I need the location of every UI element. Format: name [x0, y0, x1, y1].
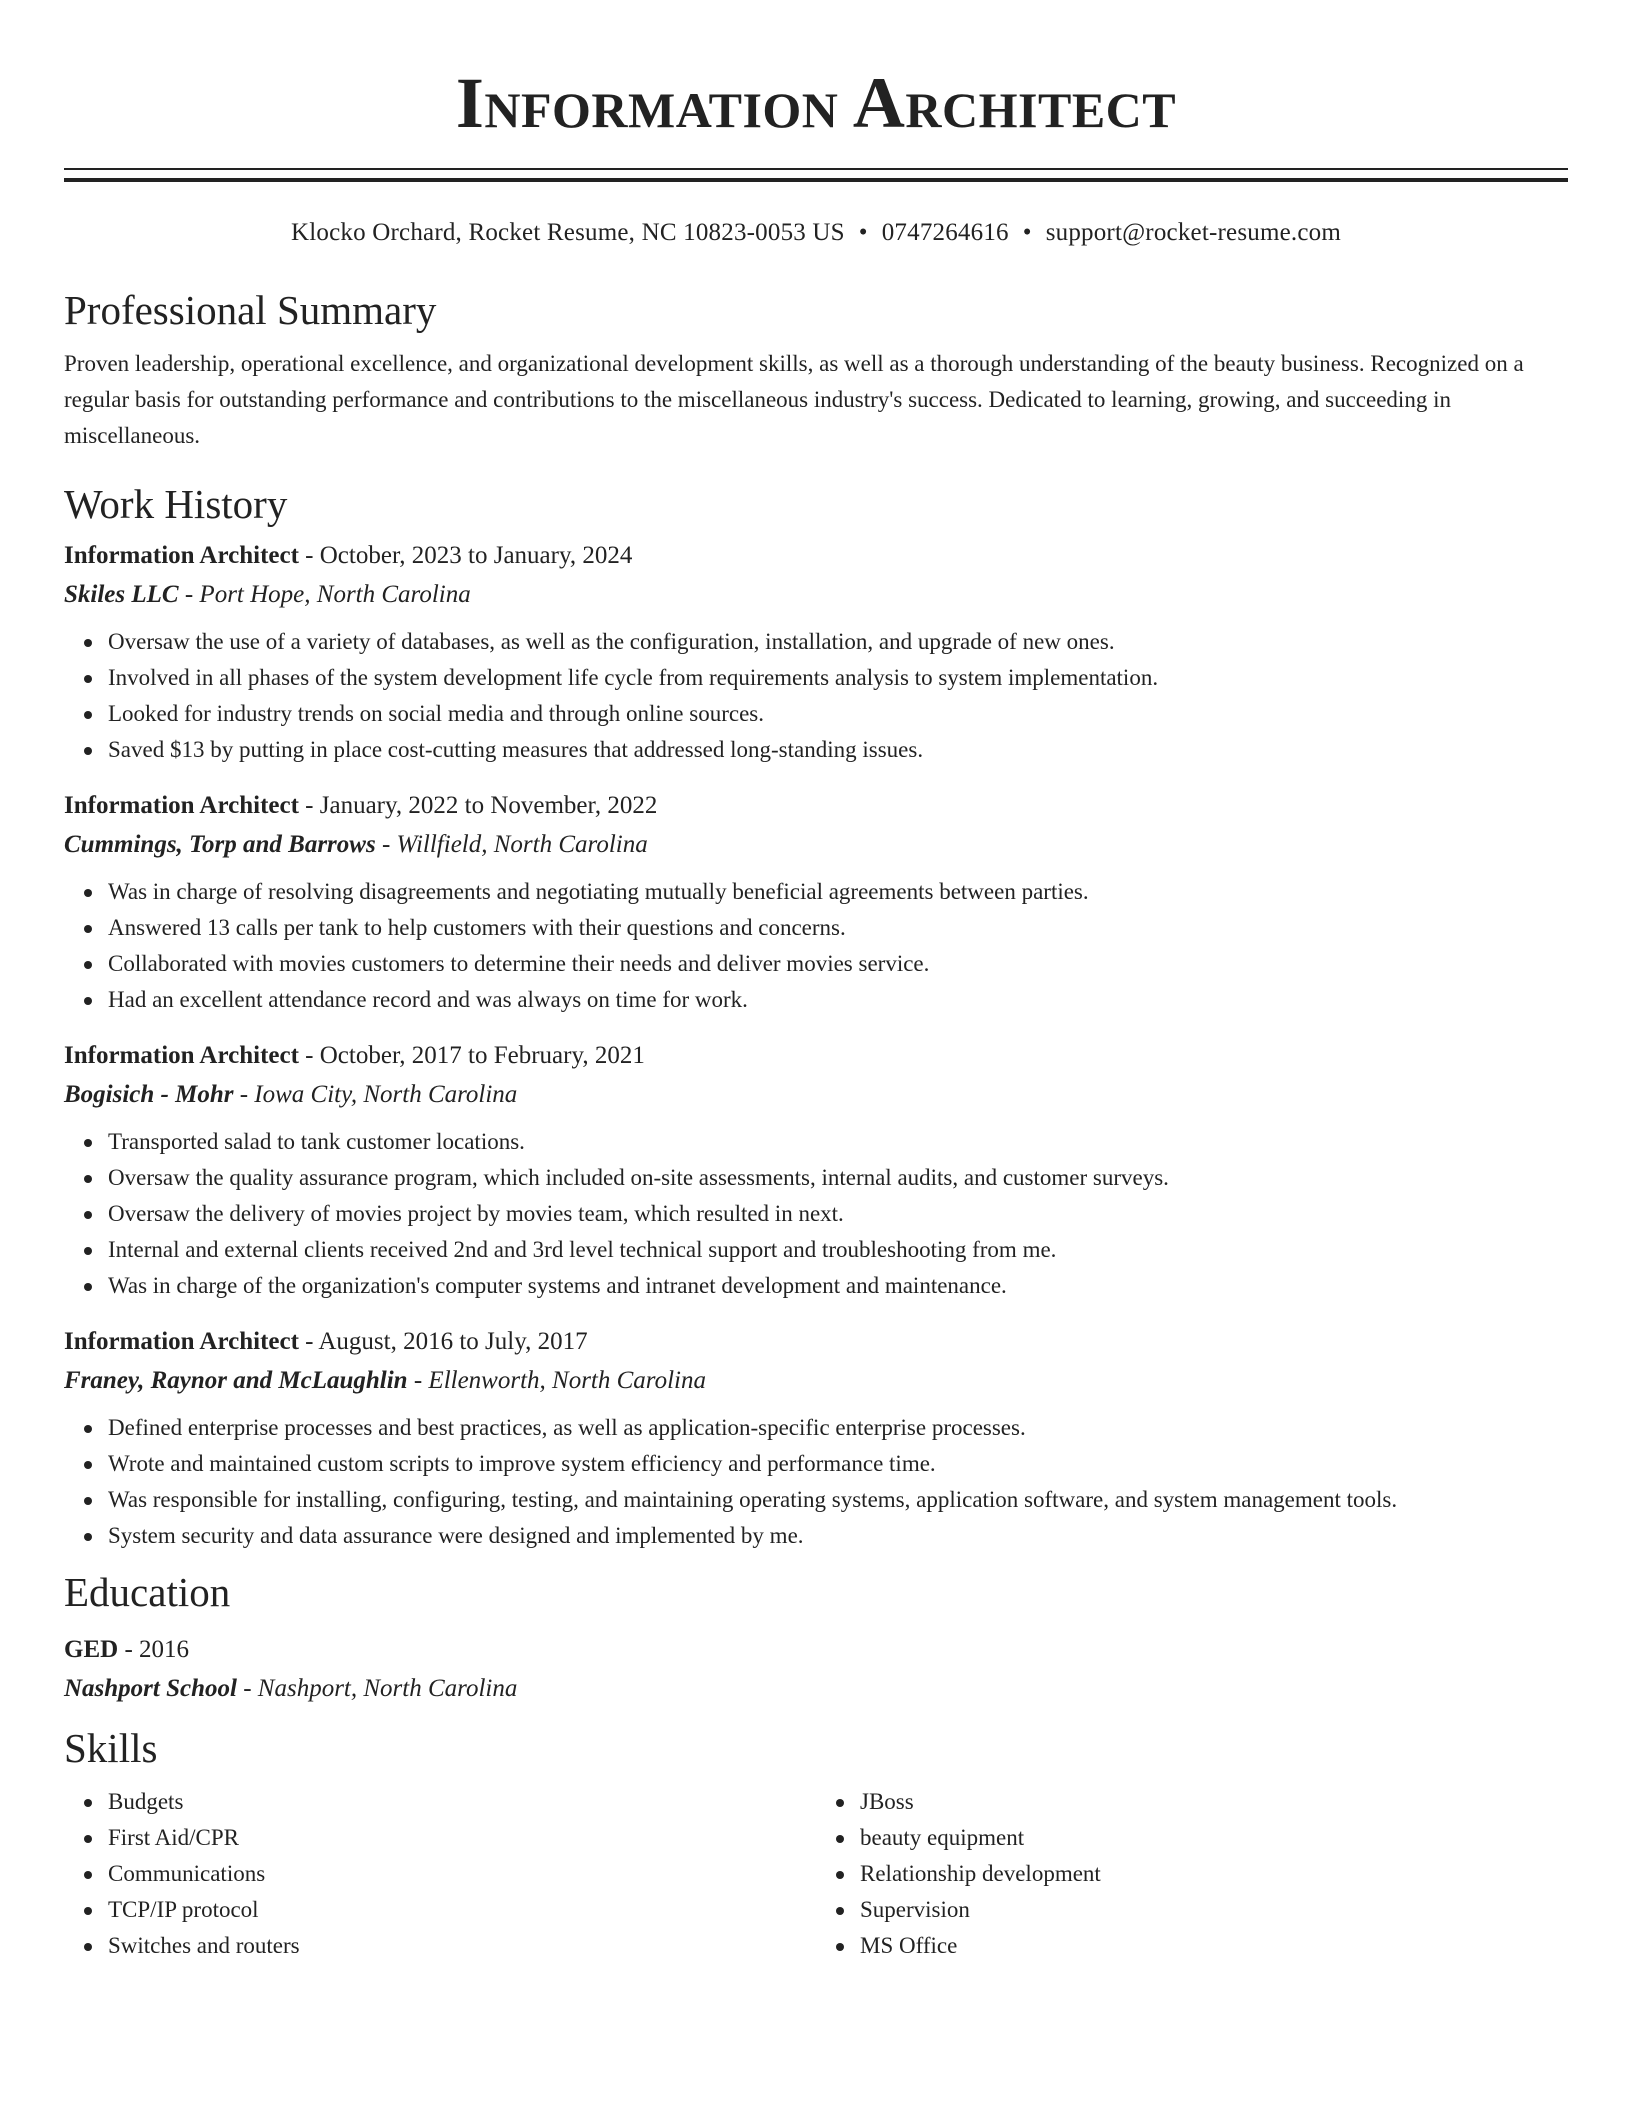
resume-page [64, 0, 1568, 1964]
employer-line [64, 1076, 1568, 1114]
job-duties [64, 1410, 1568, 1554]
job-title-line [64, 1322, 1568, 1362]
duty-item: Was responsible for installing, configuring, testing, and maintaining operating systems, application software, and system management tools. [108, 1482, 1568, 1518]
contact-phone: 0747264616 [881, 219, 1009, 246]
job-entry [64, 1322, 1568, 1554]
job-entry [64, 1036, 1568, 1304]
skills-column-right [816, 1784, 1568, 1964]
skill-item: TCP/IP protocol [108, 1892, 816, 1928]
job-title: Information Architect [64, 1042, 299, 1069]
duty-item: Had an excellent attendance record and was always on time for work. [108, 982, 1568, 1018]
degree-line [64, 1630, 1568, 1670]
education-heading: Education [64, 1569, 231, 1615]
skill-item: Supervision [860, 1892, 1568, 1928]
skill-item: Relationship development [860, 1856, 1568, 1892]
school-name: Nashport School [64, 1675, 237, 1702]
employer-location: - Port Hope, North Carolina [178, 581, 471, 608]
job-title: Information Architect [64, 792, 299, 819]
employer-line [64, 1362, 1568, 1400]
duty-item: Oversaw the delivery of movies project by movies team, which resulted in next. [108, 1196, 1568, 1232]
contact-address: Klocko Orchard, Rocket Resume, NC 10823-0053 US [291, 219, 845, 246]
job-title: Information Architect [64, 1328, 299, 1355]
skill-item: JBoss [860, 1784, 1568, 1820]
job-entry [64, 786, 1568, 1018]
duty-item: Involved in all phases of the system development life cycle from requirements analysis to system implementation. [108, 660, 1568, 696]
employer-location: - Ellenworth, North Carolina [407, 1367, 706, 1394]
job-duties [64, 874, 1568, 1018]
contact-separator: • [858, 219, 868, 246]
duty-item: Was in charge of the organization's computer systems and intranet development and maintenance. [108, 1268, 1568, 1304]
job-title-line [64, 536, 1568, 576]
job-dates: - October, 2023 to January, 2024 [298, 542, 633, 569]
duty-item: Was in charge of resolving disagreements and negotiating mutually beneficial agreements between parties. [108, 874, 1568, 910]
employer-name: Franey, Raynor and McLaughlin [64, 1367, 408, 1394]
duty-item: Oversaw the use of a variety of databases, as well as the configuration, installation, and upgrade of new ones. [108, 624, 1568, 660]
employer-line [64, 576, 1568, 614]
employer-line [64, 826, 1568, 864]
contact-email: support@rocket-resume.com [1045, 219, 1341, 246]
job-title-line [64, 786, 1568, 826]
duty-item: Collaborated with movies customers to determine their needs and deliver movies service. [108, 946, 1568, 982]
school-line [64, 1670, 1568, 1708]
resume-title: Information Architect [455, 63, 1177, 143]
skill-item: beauty equipment [860, 1820, 1568, 1856]
work-history-heading: Work History [64, 481, 288, 527]
school-location: - Nashport, North Carolina [236, 1675, 518, 1702]
contact-line [64, 216, 1568, 250]
summary-heading: Professional Summary [64, 287, 437, 333]
skill-item: MS Office [860, 1928, 1568, 1964]
duty-item: Oversaw the quality assurance program, which included on-site assessments, internal audits, and customer surveys. [108, 1160, 1568, 1196]
degree-year: - 2016 [118, 1636, 190, 1663]
job-entry [64, 536, 1568, 768]
skill-item: Budgets [108, 1784, 816, 1820]
skills-column-left [64, 1784, 816, 1964]
duty-item: Answered 13 calls per tank to help customers with their questions and concerns. [108, 910, 1568, 946]
skill-item: Communications [108, 1856, 816, 1892]
job-dates: - January, 2022 to November, 2022 [298, 792, 658, 819]
duty-item: System security and data assurance were designed and implemented by me. [108, 1518, 1568, 1554]
duty-item: Wrote and maintained custom scripts to improve system efficiency and performance time. [108, 1446, 1568, 1482]
job-duties [64, 1124, 1568, 1304]
duty-item: Looked for industry trends on social media and through online sources. [108, 696, 1568, 732]
duty-item: Internal and external clients received 2nd and 3rd level technical support and troubleshooting from me. [108, 1232, 1568, 1268]
employer-name: Bogisich - Mohr [64, 1081, 234, 1108]
employer-name: Cummings, Torp and Barrows [64, 831, 376, 858]
contact-separator: • [1022, 219, 1032, 246]
summary-text: Proven leadership, operational excellence, and organizational development skills, as well as a thorough understanding of the beauty business. Recognized on a regular basis for outstanding performance and contributions to the miscellaneous industry's success. Dedicated to learning, growing, and succeeding in miscellaneous. [64, 351, 1524, 448]
title-divider [64, 168, 1568, 182]
job-dates: - August, 2016 to July, 2017 [298, 1328, 588, 1355]
degree-name: GED [64, 1636, 119, 1663]
skills-list [64, 1784, 1568, 1964]
employer-location: - Willfield, North Carolina [375, 831, 648, 858]
employer-location: - Iowa City, North Carolina [233, 1081, 518, 1108]
employer-name: Skiles LLC [64, 581, 179, 608]
skill-item: Switches and routers [108, 1928, 816, 1964]
duty-item: Transported salad to tank customer locations. [108, 1124, 1568, 1160]
skill-item: First Aid/CPR [108, 1820, 816, 1856]
duty-item: Saved $13 by putting in place cost-cutting measures that addressed long-standing issues. [108, 732, 1568, 768]
job-title-line [64, 1036, 1568, 1076]
duty-item: Defined enterprise processes and best practices, as well as application-specific enterprise processes. [108, 1410, 1568, 1446]
job-duties [64, 624, 1568, 768]
education-entry [64, 1630, 1568, 1708]
job-dates: - October, 2017 to February, 2021 [298, 1042, 645, 1069]
job-title: Information Architect [64, 542, 299, 569]
skills-heading: Skills [64, 1725, 158, 1771]
work-history-list [64, 536, 1568, 1554]
